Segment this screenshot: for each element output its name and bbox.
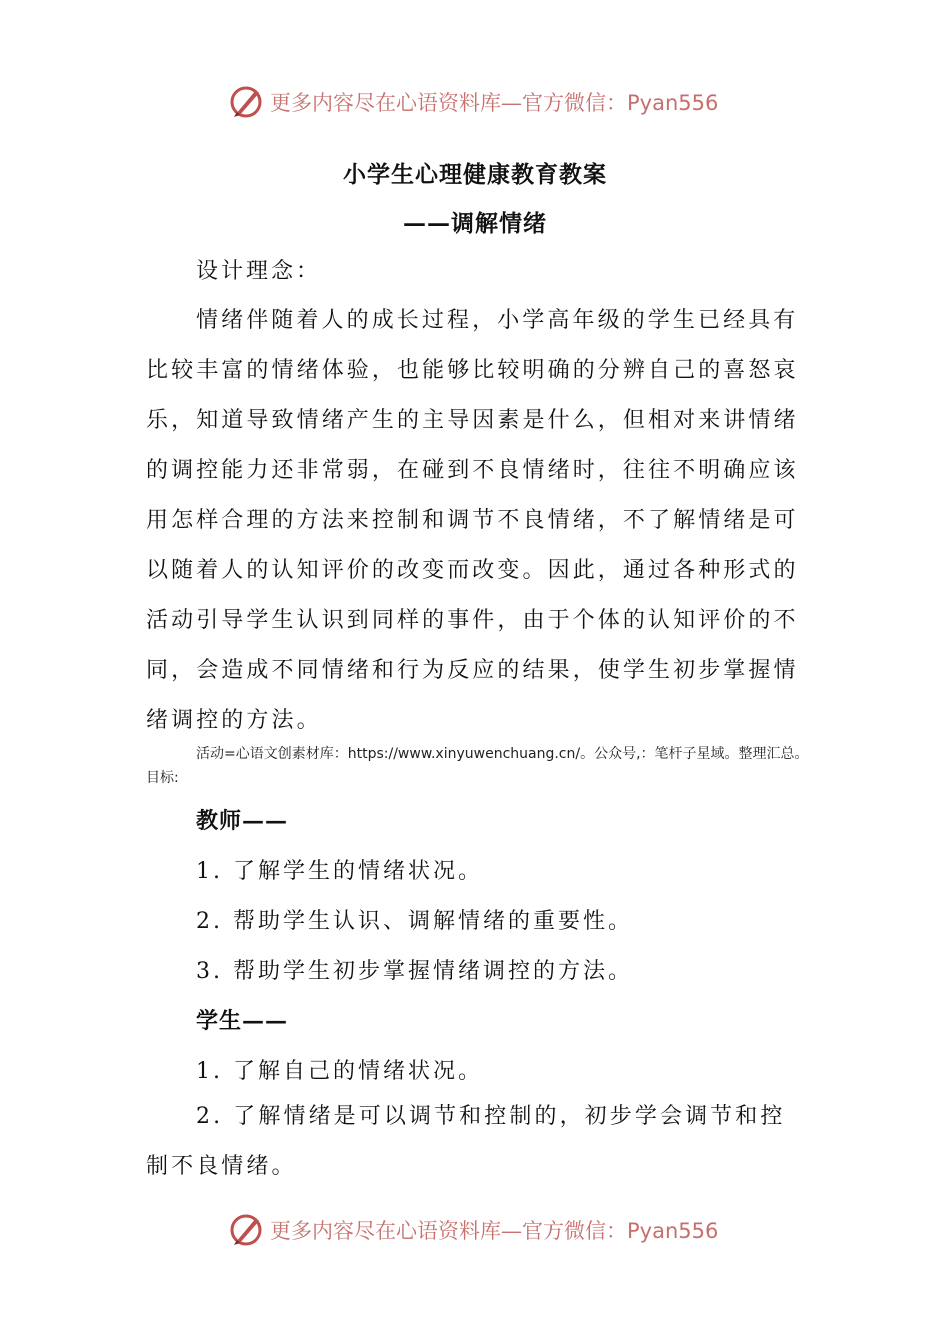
source-note: 活动=心语文创素材库：https://www.xinyuwenchuang.cn/。公众号,：笔杆子星域。整理汇总。目标:: [146, 746, 809, 786]
banner-wechat-id: Pyan556: [627, 91, 719, 115]
banner-separator: —: [501, 91, 522, 115]
pen-logo-icon: [228, 1212, 264, 1248]
pen-logo-icon: [228, 84, 264, 120]
document-subtitle: ——调解情绪: [403, 210, 547, 237]
student-heading: 学生——: [196, 1008, 289, 1034]
footer-banner: [0, 1210, 950, 1250]
student-item-2: 2. 了解情绪是可以调节和控制的，初步学会调节和控制不良情绪。: [146, 1104, 786, 1179]
banner-content: [228, 1210, 718, 1250]
banner-text: [270, 1215, 718, 1245]
header-banner: [0, 82, 950, 122]
banner-wechat-id: Pyan556: [627, 1219, 719, 1243]
banner-text: [270, 87, 718, 117]
banner-wechat-label: 官方微信：: [522, 91, 627, 115]
teacher-item-1: 1. 了解学生的情绪状况。: [196, 859, 483, 884]
teacher-item-3: 3. 帮助学生初步掌握情绪调控的方法。: [196, 959, 633, 984]
teacher-item-2: 2. 帮助学生认识、调解情绪的重要性。: [196, 909, 633, 934]
design-paragraph: 情绪伴随着人的成长过程，小学高年级的学生已经具有比较丰富的情绪体验，也能够比较明确的分辨自己的喜怒哀乐，知道导致情绪产生的主导因素是什么，但相对来讲情绪的调控能力还非常弱，在碰到不良情绪时，往往不明确应该用怎样合理的方法来控制和调节不良情绪，不了解情绪是可以随着人的认知评价的改变而改变。因此，通过各种形式的活动引导学生认识到同样的事件，由于个体的认知评价的不同，会造成不同情绪和行为反应的结果，使学生初步掌握情绪调控的方法。: [146, 308, 799, 733]
banner-content: [228, 82, 718, 122]
banner-wechat-label: 官方微信：: [522, 1219, 627, 1243]
student-item-1: 1. 了解自己的情绪状况。: [196, 1059, 483, 1084]
banner-separator: —: [501, 1219, 522, 1243]
design-heading: 设计理念：: [196, 259, 322, 284]
banner-site-name: 更多内容尽在心语资料库: [270, 91, 501, 115]
banner-site-name: 更多内容尽在心语资料库: [270, 1219, 501, 1243]
teacher-heading: 教师——: [196, 808, 289, 834]
document-title: 小学生心理健康教育教案: [343, 161, 607, 188]
